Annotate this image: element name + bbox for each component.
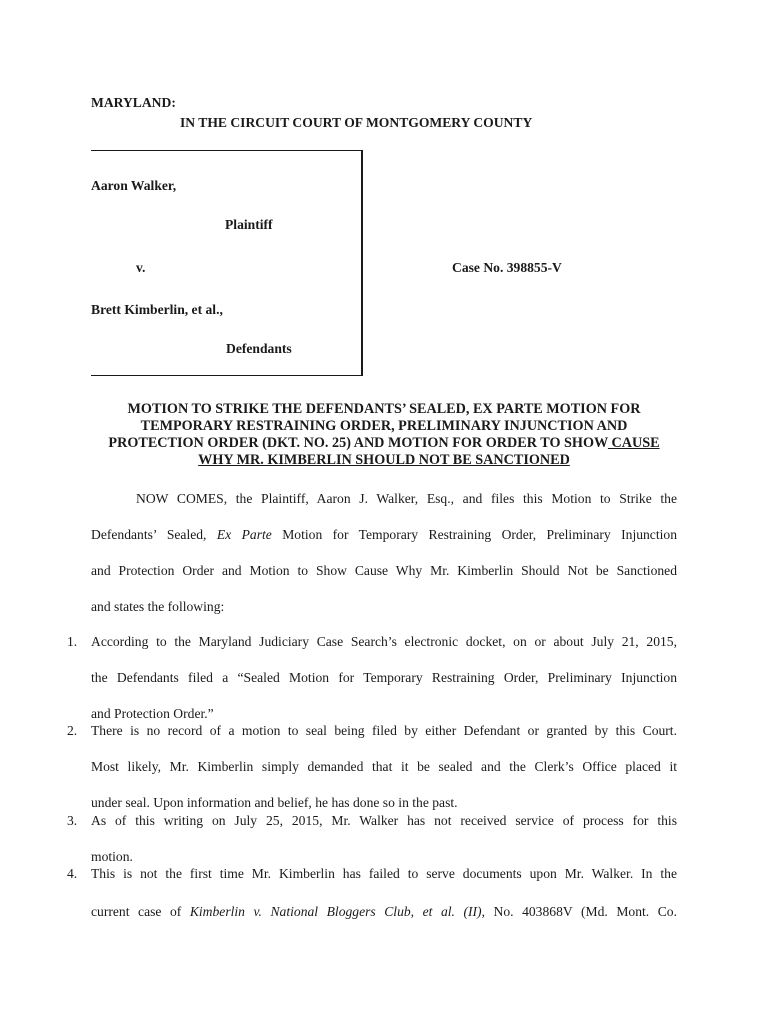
- versus: v.: [136, 260, 146, 275]
- caption-top-rule: [91, 150, 361, 151]
- defendant-name: Brett Kimberlin, et al.,: [91, 302, 223, 317]
- intro-line-2c: Motion for Temporary Restraining Order, Preliminary Injunction: [271, 527, 677, 542]
- plaintiff-role: Plaintiff: [225, 217, 273, 232]
- intro-line-2-italic: Ex Parte: [216, 527, 272, 542]
- item-3-line-2: motion.: [91, 849, 133, 864]
- plaintiff-name: Aaron Walker,: [91, 178, 177, 193]
- case-number: Case No. 398855-V: [452, 260, 562, 275]
- item-2-number: 2.: [67, 723, 78, 738]
- caption-vertical-rule: [361, 150, 363, 376]
- intro-line-4: and states the following:: [91, 599, 225, 614]
- item-1-line-3: and Protection Order.”: [91, 706, 214, 721]
- item-4-line-2: [91, 904, 677, 920]
- title-line-3: [80, 435, 688, 452]
- title-line-4: WHY MR. KIMBERLIN SHOULD NOT BE SANCTIONED: [198, 452, 570, 468]
- item-4-line-1: This is not the first time Mr. Kimberlin has failed to serve documents upon Mr. Walker. In the: [91, 866, 677, 881]
- item-3-line-1: As of this writing on July 25, 2015, Mr. Walker has not received service of process for this: [91, 813, 677, 828]
- item-1-number: 1.: [67, 634, 78, 649]
- title-line-3-underlined: CAUSE: [607, 435, 660, 451]
- state-heading: MARYLAND:: [91, 95, 176, 110]
- title-line-2: TEMPORARY RESTRAINING ORDER, PRELIMINARY INJUNCTION AND: [140, 418, 628, 434]
- item-4-line-2a: current case of: [91, 904, 190, 919]
- item-2-line-1: There is no record of a motion to seal being filed by either Defendant or granted by this Court.: [91, 723, 677, 738]
- item-4-line-2c: , No. 403868V (Md. Mont. Co.: [481, 904, 677, 919]
- title-line-3-main: PROTECTION ORDER (DKT. NO. 25) AND MOTION FOR ORDER TO SHOW: [108, 435, 608, 451]
- intro-line-1: NOW COMES, the Plaintiff, Aaron J. Walker, Esq., and files this Motion to Strike the: [136, 491, 677, 506]
- court-heading: IN THE CIRCUIT COURT OF MONTGOMERY COUNTY: [180, 115, 533, 130]
- intro-line-3: and Protection Order and Motion to Show Cause Why Mr. Kimberlin Should Not be Sanctioned: [91, 563, 677, 578]
- item-1-line-1: According to the Maryland Judiciary Case Search’s electronic docket, on or about July 21, 2015,: [91, 634, 677, 649]
- caption-bottom-rule: [91, 375, 363, 376]
- title-line-1: MOTION TO STRIKE THE DEFENDANTS’ SEALED, EX PARTE MOTION FOR: [127, 401, 641, 417]
- defendant-role: Defendants: [226, 341, 292, 356]
- item-3-number: 3.: [67, 813, 78, 828]
- item-2-line-3: under seal. Upon information and belief, he has done so in the past.: [91, 795, 458, 810]
- intro-line-2a: Defendants’ Sealed,: [91, 527, 217, 542]
- case-citation: Kimberlin v. National Bloggers Club, et al. (II): [189, 904, 482, 919]
- motion-title: [80, 401, 688, 469]
- item-2-line-2: Most likely, Mr. Kimberlin simply demanded that it be sealed and the Clerk’s Office placed it: [91, 759, 677, 774]
- item-1-line-2: the Defendants filed a “Sealed Motion for Temporary Restraining Order, Preliminary Injunction: [91, 670, 677, 685]
- intro-line-2: [91, 527, 677, 543]
- item-4-number: 4.: [67, 866, 78, 881]
